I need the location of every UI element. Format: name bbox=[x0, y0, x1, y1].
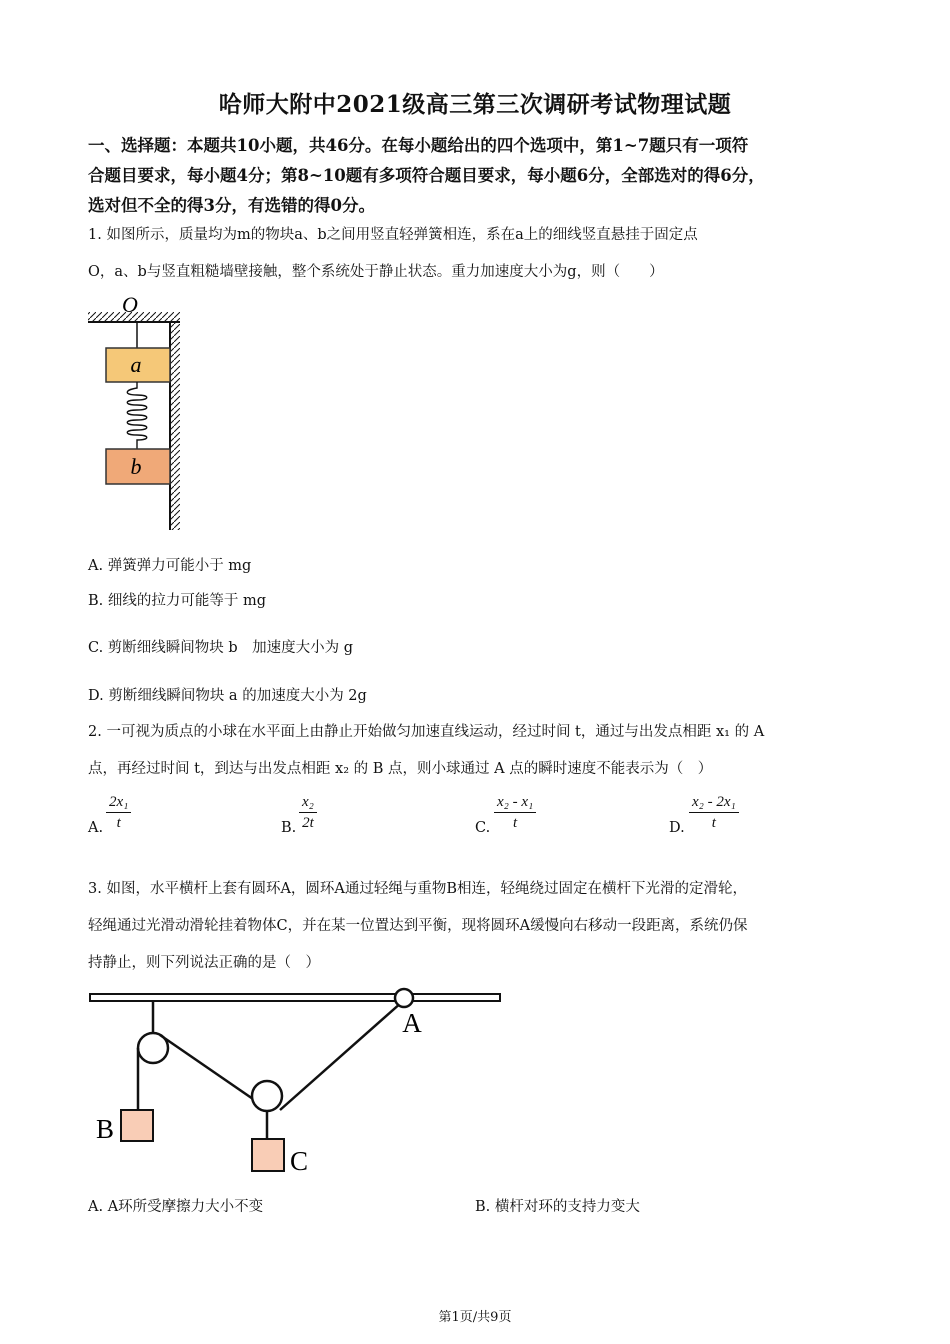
q2-option-d-num: x₂ - 2x₁ bbox=[689, 794, 739, 813]
wall-hatch bbox=[171, 322, 180, 530]
block-a-label: a bbox=[130, 352, 142, 377]
q2-option-b-label: B. bbox=[281, 820, 297, 836]
q2-option-b-fraction bbox=[299, 794, 317, 832]
question-3-line-1: 3. 如图，水平横杆上套有圆环A，圆环A通过轻绳与重物B相连，轻绳绕过固定在横杆下光滑的定滑轮， bbox=[88, 881, 748, 897]
question-1-line-1: 1. 如图所示，质量均为m的物块a、b之间用竖直轻弹簧相连，系在a上的细线竖直悬挂于固定点 bbox=[88, 227, 698, 243]
q3-option-a: A. A环所受摩擦力大小不变 bbox=[88, 1199, 264, 1215]
section-instructions bbox=[88, 131, 878, 221]
q1-option-a: A. 弹簧弹力可能小于 mg bbox=[88, 558, 252, 574]
question-1-line-2: O，a、b与竖直粗糙墙壁接触，整个系统处于静止状态。重力加速度大小为g，则（ ） bbox=[88, 264, 664, 280]
page-title: 哈师大附中2021级高三第三次调研考试物理试题 bbox=[218, 91, 732, 118]
spring bbox=[127, 382, 147, 449]
object-c-label: C bbox=[289, 1146, 309, 1176]
ring-a bbox=[395, 989, 413, 1007]
question-3-figure bbox=[84, 982, 514, 1182]
rope-right-segment bbox=[280, 1002, 402, 1110]
point-o-label: O bbox=[122, 292, 138, 317]
section-line-3: 选对但不全的得3分，有选错的得0分。 bbox=[88, 196, 375, 215]
block-b-label: b bbox=[130, 454, 142, 479]
q2-option-a-label: A. bbox=[88, 820, 104, 836]
section-line-1: 一、选择题：本题共10小题，共46分。在每小题给出的四个选项中，第1~7题只有一项符 bbox=[88, 136, 749, 155]
q3-option-b: B. 横杆对环的支持力变大 bbox=[475, 1199, 640, 1215]
object-c bbox=[252, 1139, 284, 1171]
weight-b-label: B bbox=[95, 1114, 115, 1144]
question-2-line-2: 点，再经过时间 t，到达与出发点相距 x₂ 的 B 点，则小球通过 A 点的瞬时速度不能表示为（ ） bbox=[88, 761, 713, 777]
question-3-line-2: 轻绳通过光滑动滑轮挂着物体C，并在某一位置达到平衡，现将圆环A缓慢向右移动一段距离，系统仍保 bbox=[88, 918, 748, 934]
q2-option-b-den: 2t bbox=[302, 815, 314, 831]
q2-option-a-num: 2x₁ bbox=[106, 794, 131, 813]
q2-option-a-fraction bbox=[106, 794, 131, 832]
q1-option-d: D. 剪断细线瞬间物块 a 的加速度大小为 2g bbox=[88, 688, 367, 704]
q2-option-c-label: C. bbox=[475, 820, 491, 836]
question-3-line-3: 持静止，则下列说法正确的是（ ） bbox=[88, 955, 320, 971]
ring-a-label: A bbox=[402, 1008, 422, 1038]
question-2-line-1: 2. 一可视为质点的小球在水平面上由静止开始做匀加速直线运动，经过时间 t，通过与出发点相距 x₁ 的 A bbox=[88, 724, 765, 740]
q2-option-b-num: x₂ bbox=[299, 794, 317, 813]
q1-option-b: B. 细线的拉力可能等于 mg bbox=[88, 593, 267, 609]
weight-b bbox=[121, 1110, 153, 1141]
question-1-figure bbox=[84, 288, 194, 538]
q2-option-c-num: x₂ - x₁ bbox=[494, 794, 536, 813]
q2-option-c-fraction bbox=[494, 794, 536, 832]
q2-option-c-den: t bbox=[513, 815, 518, 831]
horizontal-bar bbox=[90, 994, 500, 1001]
q2-option-a-den: t bbox=[116, 815, 121, 831]
q2-option-d-den: t bbox=[711, 815, 716, 831]
movable-pulley bbox=[252, 1081, 282, 1111]
q2-option-d-label: D. bbox=[669, 820, 685, 836]
section-line-2: 合题目要求，每小题4分；第8~10题有多项符合题目要求，每小题6分，全部选对的得6分， bbox=[88, 166, 765, 185]
q1-option-c: C. 剪断细线瞬间物块 b 加速度大小为 g bbox=[88, 640, 354, 656]
page-footer: 第1页/共9页 bbox=[438, 1310, 512, 1325]
q2-option-d-fraction bbox=[689, 794, 739, 832]
